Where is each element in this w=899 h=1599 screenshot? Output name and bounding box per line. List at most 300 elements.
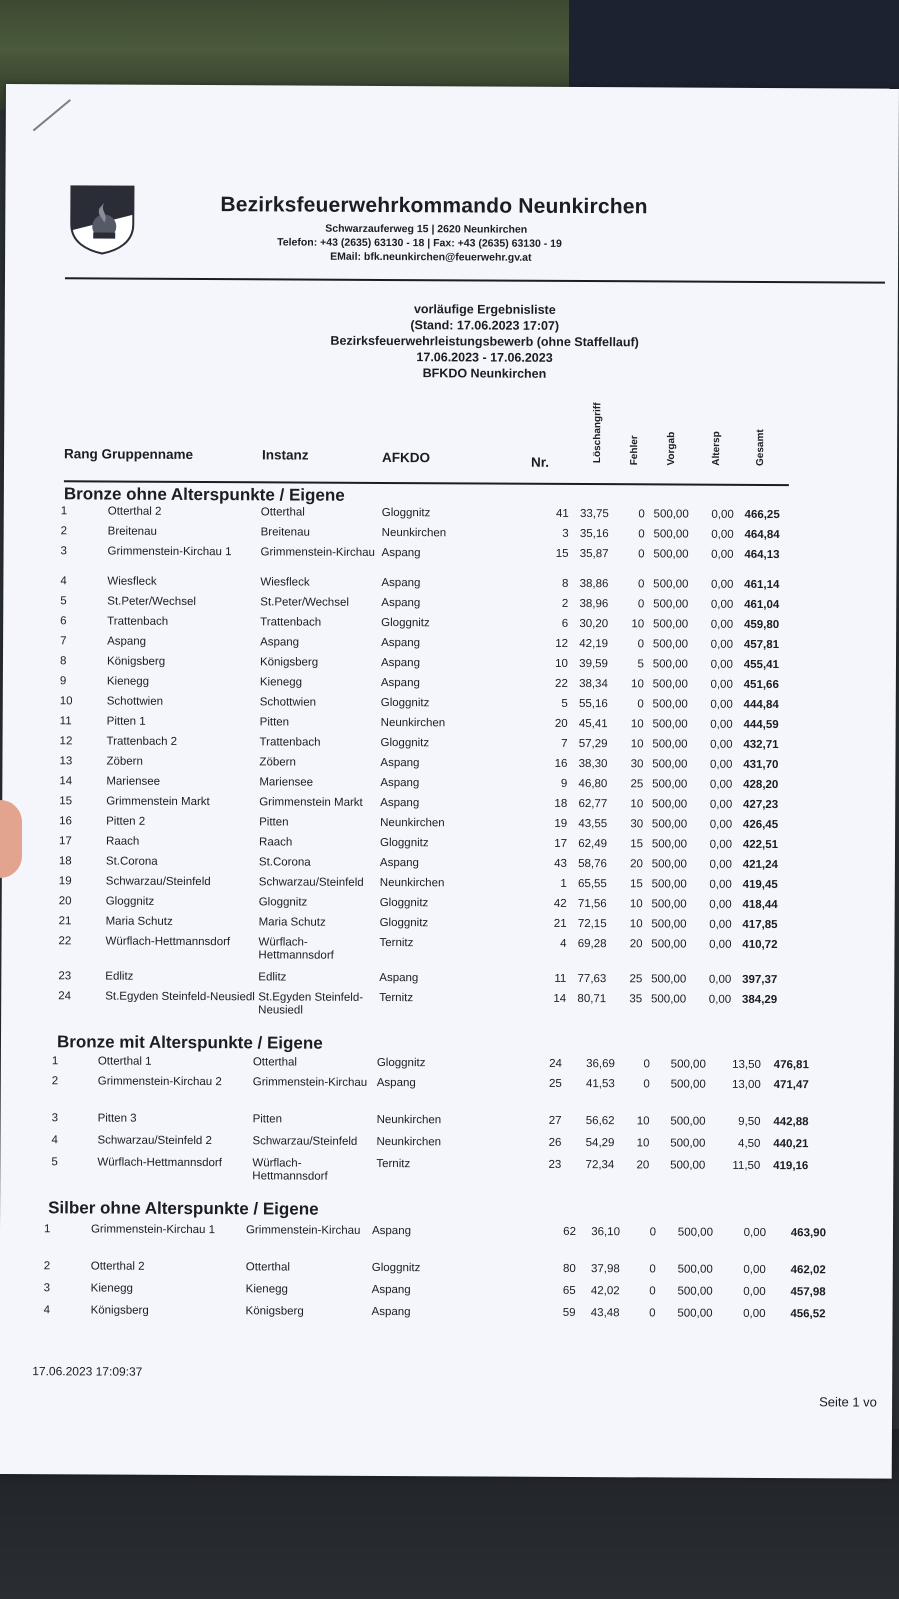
afkdo-cell: Gloggnitz <box>376 1056 426 1070</box>
rank-cell: 24 <box>58 990 72 1003</box>
total-cell: 426,45 <box>742 818 779 832</box>
alterspunkte-cell: 0,00 <box>743 1307 766 1320</box>
group-name-cell: Schwarzau/Steinfeld <box>105 875 211 889</box>
total-cell: 422,51 <box>742 838 779 852</box>
total-cell: 410,72 <box>742 938 778 952</box>
afkdo-cell: Aspang <box>379 971 419 985</box>
group-name-cell: Pitten 2 <box>106 815 146 828</box>
column-header-fehler: Fehler <box>629 435 641 466</box>
total-cell: 419,45 <box>742 878 778 892</box>
group-name-cell: Schottwien <box>106 695 164 708</box>
number-cell: 12 <box>555 637 569 650</box>
column-header-loeschangriff: Löschangriff <box>592 402 604 464</box>
instance-cell: St.Peter/Wechsel <box>260 596 349 609</box>
number-cell: 16 <box>554 757 568 770</box>
instance-cell: Grimmenstein Markt <box>259 796 363 809</box>
title-line-3: Bezirksfeuerwehrleistungsbewerb (ohne Staffellauf) <box>330 333 639 350</box>
phone-line: Telefon: +43 (2635) 63130 - 18 | Fax: +43 (2635) 63130 - 19 <box>277 236 562 250</box>
number-cell: 41 <box>555 507 569 520</box>
vorgabe-cell: 500,00 <box>652 638 689 651</box>
number-cell: 15 <box>555 547 569 560</box>
vorgabe-cell: 500,00 <box>651 898 687 911</box>
rank-cell: 8 <box>59 655 67 668</box>
rank-cell: 2 <box>60 525 68 538</box>
afkdo-cell: Aspang <box>380 676 420 690</box>
alterspunkte-cell: 0,00 <box>709 838 733 851</box>
number-cell: 42 <box>553 897 567 910</box>
rank-cell: 16 <box>59 815 72 828</box>
group-name-cell: Wiesfleck <box>107 575 157 588</box>
group-name-cell: Pitten 3 <box>97 1112 137 1125</box>
group-name-cell: Aspang <box>107 635 147 648</box>
number-cell: 24 <box>549 1057 562 1070</box>
section-title: Silber ohne Alterspunkte / Eigene <box>48 1198 319 1219</box>
number-cell: 3 <box>562 527 569 540</box>
loeschangriff-cell: 72,15 <box>577 918 607 931</box>
vorgabe-cell: 500,00 <box>670 1058 706 1071</box>
alterspunkte-cell: 0,00 <box>709 918 732 931</box>
alterspunkte-cell: 0,00 <box>709 818 733 831</box>
afkdo-cell: Aspang <box>371 1305 411 1319</box>
vorgabe-cell: 500,00 <box>653 598 689 611</box>
fehler-cell: 0 <box>638 548 645 561</box>
table-row <box>1 1075 881 1100</box>
fehler-cell: 10 <box>636 1115 650 1128</box>
fehler-cell: 10 <box>629 898 643 911</box>
total-cell: 463,90 <box>790 1227 827 1240</box>
alterspunkte-cell: 0,00 <box>711 508 734 521</box>
loeschangriff-cell: 37,98 <box>590 1263 620 1276</box>
fehler-cell: 10 <box>629 918 643 931</box>
instance-cell: Würflach-Hettmannsdorf <box>258 936 334 962</box>
vorgabe-cell: 500,00 <box>651 973 687 986</box>
alterspunkte-cell: 0,00 <box>710 758 733 771</box>
fehler-cell: 10 <box>630 798 644 811</box>
loeschangriff-cell: 35,87 <box>579 548 609 561</box>
rank-cell: 19 <box>58 875 72 888</box>
fehler-cell: 0 <box>649 1307 656 1320</box>
total-cell: 384,29 <box>741 993 778 1007</box>
loeschangriff-cell: 38,30 <box>578 758 608 771</box>
afkdo-cell: Neunkirchen <box>376 1113 442 1127</box>
alterspunkte-cell: 0,00 <box>708 973 732 986</box>
fehler-cell: 5 <box>637 658 645 671</box>
number-cell: 9 <box>560 777 568 790</box>
column-header-vorgab: Vorgab <box>666 431 678 466</box>
rank-cell: 7 <box>60 635 67 648</box>
number-cell: 62 <box>563 1225 577 1239</box>
loeschangriff-cell: 38,86 <box>579 578 609 591</box>
rank-cell: 20 <box>58 895 72 908</box>
fehler-cell: 0 <box>638 508 645 521</box>
rank-cell: 2 <box>43 1260 51 1273</box>
loeschangriff-cell: 62,77 <box>578 798 608 811</box>
total-cell: 464,84 <box>744 528 780 542</box>
group-name-cell: Würflach-Hettmannsdorf <box>97 1156 223 1170</box>
alterspunkte-cell: 0,00 <box>709 878 732 891</box>
instance-cell: Breitenau <box>260 526 310 539</box>
alterspunkte-cell: 0,00 <box>711 548 734 561</box>
table-row <box>0 1156 880 1181</box>
instance-cell: Otterthal <box>252 1056 298 1069</box>
vorgabe-cell: 500,00 <box>651 858 687 871</box>
vorgabe-cell: 500,00 <box>653 578 689 591</box>
afkdo-cell: Neunkirchen <box>376 1135 442 1149</box>
rank-cell: 5 <box>51 1156 58 1169</box>
loeschangriff-cell: 77,63 <box>577 973 607 986</box>
alterspunkte-cell: 0,00 <box>710 698 733 711</box>
loeschangriff-cell: 69,28 <box>577 938 607 951</box>
loeschangriff-cell: 33,75 <box>579 508 609 521</box>
number-cell: 59 <box>562 1306 576 1319</box>
vorgabe-cell: 500,00 <box>652 778 688 791</box>
alterspunkte-cell: 0,00 <box>710 678 733 691</box>
vorgabe-cell: 500,00 <box>652 738 688 751</box>
instance-cell: Pitten <box>259 716 290 729</box>
rank-cell: 2 <box>51 1075 59 1088</box>
alterspunkte-cell: 0,00 <box>709 858 732 871</box>
column-header-altersp: Altersp <box>711 431 723 466</box>
alterspunkte-cell: 0,00 <box>709 938 732 951</box>
instance-cell: Trattenbach <box>259 736 321 749</box>
vorgabe-cell: 500,00 <box>650 993 687 1006</box>
fehler-cell: 0 <box>637 638 645 651</box>
title-line-1: vorläufige Ergebnisliste <box>413 302 556 317</box>
number-cell: 17 <box>554 837 568 850</box>
alterspunkte-cell: 0,00 <box>710 738 733 751</box>
loeschangriff-cell: 58,76 <box>578 858 607 871</box>
organization-title: Bezirksfeuerwehrkommando Neunkirchen <box>220 193 648 219</box>
afkdo-cell: Aspang <box>380 656 421 670</box>
afkdo-cell: Gloggnitz <box>371 1261 421 1275</box>
section-title: Bronze mit Alterspunkte / Eigene <box>56 1032 323 1053</box>
total-cell: 461,14 <box>744 578 780 592</box>
fehler-cell: 25 <box>629 973 643 986</box>
alterspunkte-cell: 0,00 <box>710 598 734 611</box>
fehler-cell: 20 <box>636 1159 650 1172</box>
afkdo-cell: Gloggnitz <box>381 506 431 520</box>
vorgabe-cell: 500,00 <box>670 1137 706 1150</box>
rank-cell: 14 <box>59 775 73 788</box>
instance-cell: St.Egyden Steinfeld-Neusiedl <box>258 991 364 1017</box>
number-cell: 8 <box>561 577 569 590</box>
group-name-cell: Schwarzau/Steinfeld 2 <box>97 1134 212 1148</box>
vorgabe-cell: 500,00 <box>652 798 688 811</box>
fire-brigade-logo <box>69 184 135 254</box>
vorgabe-cell: 500,00 <box>677 1263 713 1276</box>
fehler-cell: 25 <box>630 778 644 791</box>
loeschangriff-cell: 46,80 <box>578 778 608 791</box>
number-cell: 80 <box>562 1262 576 1275</box>
number-cell: 1 <box>560 877 567 890</box>
table-row <box>1 1112 881 1137</box>
instance-cell: Maria Schutz <box>258 916 326 929</box>
vorgabe-cell: 500,00 <box>652 758 688 771</box>
rank-cell: 4 <box>60 575 67 588</box>
total-cell: 451,66 <box>743 678 779 692</box>
total-cell: 455,41 <box>743 658 779 672</box>
rank-cell: 1 <box>60 505 68 518</box>
fehler-cell: 20 <box>630 858 643 871</box>
vorgabe-cell: 500,00 <box>652 678 688 691</box>
address-line: Schwarzauferweg 15 | 2620 Neunkirchen <box>325 222 528 236</box>
alterspunkte-cell: 11,50 <box>732 1159 761 1172</box>
page-number: Seite 1 vo <box>819 1394 877 1410</box>
instance-cell: Otterthal <box>245 1261 290 1274</box>
alterspunkte-cell: 0,00 <box>710 618 734 631</box>
rank-cell: 3 <box>60 545 67 558</box>
group-name-cell: Grimmenstein Markt <box>106 795 210 809</box>
rank-cell: 11 <box>59 715 72 728</box>
total-cell: 444,59 <box>743 718 779 732</box>
afkdo-cell: Aspang <box>379 856 419 870</box>
vorgabe-cell: 500,00 <box>670 1159 706 1172</box>
total-cell: 444,84 <box>743 698 779 712</box>
instance-cell: Edlitz <box>258 971 287 984</box>
group-name-cell: Raach <box>106 835 140 848</box>
alterspunkte-cell: 0,00 <box>743 1263 766 1276</box>
afkdo-cell: Aspang <box>380 776 420 790</box>
group-name-cell: Kienegg <box>90 1282 133 1295</box>
number-cell: 11 <box>554 972 567 985</box>
total-cell: 427,23 <box>743 798 779 812</box>
alterspunkte-cell: 0,00 <box>743 1285 766 1298</box>
total-cell: 457,81 <box>743 638 780 652</box>
fehler-cell: 0 <box>637 578 645 591</box>
rank-cell: 18 <box>58 855 72 868</box>
alterspunkte-cell: 0,00 <box>710 578 734 591</box>
instance-cell: Grimmenstein-Kirchau <box>260 546 375 559</box>
vorgabe-cell: 500,00 <box>651 918 687 931</box>
afkdo-cell: Ternitz <box>379 936 414 950</box>
instance-cell: Kienegg <box>245 1283 288 1296</box>
afkdo-cell: Aspang <box>376 1076 416 1090</box>
group-name-cell: St.Corona <box>105 855 158 868</box>
header-divider <box>65 277 885 283</box>
number-cell: 25 <box>548 1077 562 1090</box>
fehler-cell: 10 <box>630 718 644 731</box>
alterspunkte-cell: 0,00 <box>709 898 732 911</box>
loeschangriff-cell: 35,16 <box>579 528 609 541</box>
instance-cell: Zöbern <box>259 756 296 769</box>
number-cell: 21 <box>553 917 567 930</box>
vorgabe-cell: 500,00 <box>652 658 689 671</box>
vorgabe-cell: 500,00 <box>677 1226 714 1239</box>
alterspunkte-cell: 0,00 <box>710 718 733 731</box>
group-name-cell: Kienegg <box>106 675 150 688</box>
instance-cell: Würflach-Hettmannsdorf <box>252 1157 328 1183</box>
number-cell: 18 <box>554 797 568 810</box>
afkdo-cell: Aspang <box>381 596 421 610</box>
loeschangriff-cell: 42,19 <box>579 638 609 651</box>
loeschangriff-cell: 42,02 <box>590 1285 620 1298</box>
loeschangriff-cell: 38,34 <box>579 678 608 691</box>
afkdo-cell: Ternitz <box>379 991 414 1005</box>
finger-holding-page <box>0 800 22 878</box>
total-cell: 476,81 <box>773 1059 809 1072</box>
number-cell: 2 <box>561 597 569 610</box>
fehler-cell: 10 <box>630 738 644 751</box>
table-row <box>0 1223 880 1248</box>
afkdo-cell: Gloggnitz <box>379 916 429 930</box>
loeschangriff-cell: 30,20 <box>579 618 609 631</box>
instance-cell: Königsberg <box>245 1305 304 1318</box>
loeschangriff-cell: 45,41 <box>578 718 608 731</box>
vorgabe-cell: 500,00 <box>677 1307 713 1320</box>
group-name-cell: Otterthal 1 <box>97 1055 152 1068</box>
number-cell: 14 <box>553 992 567 1005</box>
results-document <box>0 84 899 1479</box>
afkdo-cell: Neunkirchen <box>380 816 445 830</box>
section-title: Bronze ohne Alterspunkte / Eigene <box>63 484 345 505</box>
total-cell: 461,04 <box>744 598 780 612</box>
afkdo-cell: Neunkirchen <box>380 716 446 730</box>
column-header-gesamt: Gesamt <box>755 429 767 466</box>
group-name-cell: Würflach-Hettmannsdorf <box>105 935 231 949</box>
total-cell: 466,25 <box>744 508 780 522</box>
alterspunkte-cell: 0,00 <box>709 798 733 811</box>
total-cell: 457,98 <box>790 1286 826 1299</box>
afkdo-cell: Neunkirchen <box>379 876 445 890</box>
group-name-cell: Otterthal 2 <box>107 505 162 518</box>
number-cell: 6 <box>561 617 569 630</box>
fehler-cell: 10 <box>631 618 645 631</box>
afkdo-cell: Aspang <box>381 636 421 650</box>
vorgabe-cell: 500,00 <box>653 508 689 521</box>
afkdo-cell: Ternitz <box>376 1157 411 1171</box>
group-name-cell: Grimmenstein-Kirchau 1 <box>107 545 232 559</box>
loeschangriff-cell: 43,48 <box>590 1307 620 1320</box>
vorgabe-cell: 500,00 <box>670 1115 706 1128</box>
fehler-cell: 0 <box>643 1078 650 1091</box>
fehler-cell: 15 <box>629 878 643 891</box>
group-name-cell: Edlitz <box>105 970 134 983</box>
total-cell: 419,16 <box>773 1160 809 1173</box>
group-name-cell: Breitenau <box>107 525 157 538</box>
fehler-cell: 35 <box>629 993 643 1006</box>
afkdo-cell: Aspang <box>380 796 420 810</box>
rank-cell: 5 <box>60 595 67 608</box>
fehler-cell: 30 <box>630 758 644 771</box>
loeschangriff-cell: 39,59 <box>579 658 609 671</box>
number-cell: 26 <box>548 1136 562 1149</box>
number-cell: 65 <box>562 1284 576 1297</box>
afkdo-cell: Aspang <box>381 576 421 590</box>
instance-cell: Kienegg <box>259 676 303 689</box>
vorgabe-cell: 500,00 <box>651 818 688 831</box>
table-row <box>1 990 881 1015</box>
fehler-cell: 0 <box>649 1263 656 1276</box>
group-name-cell: Maria Schutz <box>105 915 173 928</box>
loeschangriff-cell: 43,55 <box>578 818 608 831</box>
alterspunkte-cell: 0,00 <box>710 638 734 651</box>
group-name-cell: St.Peter/Wechsel <box>107 595 196 609</box>
fehler-cell: 0 <box>637 698 644 711</box>
loeschangriff-cell: 36,10 <box>591 1226 621 1239</box>
instance-cell: Königsberg <box>259 656 319 669</box>
vorgabe-cell: 500,00 <box>653 548 689 561</box>
group-name-cell: Trattenbach <box>107 615 169 628</box>
fehler-cell: 20 <box>629 938 643 951</box>
afkdo-cell: Gloggnitz <box>380 736 430 750</box>
column-header-afkdo: AFKDO <box>382 449 431 466</box>
fehler-cell: 0 <box>638 528 645 541</box>
loeschangriff-cell: 71,56 <box>577 898 607 911</box>
table-row <box>0 1282 880 1307</box>
number-cell: 23 <box>548 1158 562 1171</box>
alterspunkte-cell: 4,50 <box>738 1137 761 1150</box>
loeschangriff-cell: 65,55 <box>578 878 607 891</box>
instance-cell: Wiesfleck <box>260 576 310 589</box>
rank-cell: 9 <box>59 675 67 688</box>
table-row <box>0 1304 880 1329</box>
paper-fold-mark <box>33 99 71 131</box>
alterspunkte-cell: 0,00 <box>710 658 734 671</box>
alterspunkte-cell: 0,00 <box>711 528 734 541</box>
email-line: EMail: bfk.neunkirchen@feuerwehr.gv.at <box>330 250 532 264</box>
afkdo-cell: Gloggnitz <box>379 836 429 850</box>
alterspunkte-cell: 9,50 <box>738 1115 761 1128</box>
instance-cell: Otterthal <box>260 506 305 519</box>
group-name-cell: Trattenbach 2 <box>106 735 178 748</box>
loeschangriff-cell: 55,16 <box>578 698 608 711</box>
loeschangriff-cell: 72,34 <box>585 1159 615 1172</box>
instance-cell: Mariensee <box>259 776 314 789</box>
title-line-4: 17.06.2023 - 17.06.2023 <box>416 350 553 365</box>
afkdo-cell: Aspang <box>371 1224 412 1238</box>
rank-cell: 4 <box>43 1304 51 1317</box>
afkdo-cell: Aspang <box>371 1283 411 1297</box>
loeschangriff-cell: 57,29 <box>578 738 608 751</box>
rank-cell: 3 <box>51 1112 59 1125</box>
instance-cell: Pitten <box>252 1113 283 1126</box>
total-cell: 432,71 <box>743 738 779 752</box>
alterspunkte-cell: 0,00 <box>743 1226 767 1239</box>
afkdo-cell: Aspang <box>380 756 420 770</box>
instance-cell: Schottwien <box>259 696 317 709</box>
number-cell: 5 <box>561 697 568 710</box>
total-cell: 462,02 <box>790 1264 826 1277</box>
fehler-cell: 30 <box>630 818 644 831</box>
loeschangriff-cell: 54,29 <box>585 1137 615 1150</box>
group-name-cell: Grimmenstein-Kirchau 1 <box>90 1223 216 1237</box>
column-header-instanz: Instanz <box>262 447 309 463</box>
rank-cell: 22 <box>58 935 72 948</box>
column-header-rang-gruppe: Rang Gruppenname <box>64 446 194 462</box>
number-cell: 10 <box>555 657 569 670</box>
rank-cell: 4 <box>51 1134 58 1147</box>
instance-cell: St.Corona <box>258 856 311 869</box>
fehler-cell: 0 <box>643 1058 650 1071</box>
vorgabe-cell: 500,00 <box>670 1078 706 1091</box>
rank-cell: 3 <box>43 1282 51 1295</box>
rank-cell: 17 <box>59 835 72 848</box>
loeschangriff-cell: 80,71 <box>577 993 607 1006</box>
rank-cell: 21 <box>58 915 72 928</box>
total-cell: 440,21 <box>773 1138 809 1151</box>
instance-cell: Raach <box>259 836 293 849</box>
rank-cell: 1 <box>43 1223 51 1236</box>
number-cell: 4 <box>560 937 567 950</box>
total-cell: 471,47 <box>773 1079 809 1092</box>
group-name-cell: Königsberg <box>106 655 166 668</box>
title-line-2: (Stand: 17.06.2023 17:07) <box>410 318 560 333</box>
group-name-cell: Grimmenstein-Kirchau 2 <box>97 1075 222 1089</box>
group-name-cell: Mariensee <box>106 775 161 788</box>
number-cell: 43 <box>554 857 567 870</box>
vorgabe-cell: 500,00 <box>651 938 687 951</box>
fehler-cell: 0 <box>649 1285 656 1298</box>
